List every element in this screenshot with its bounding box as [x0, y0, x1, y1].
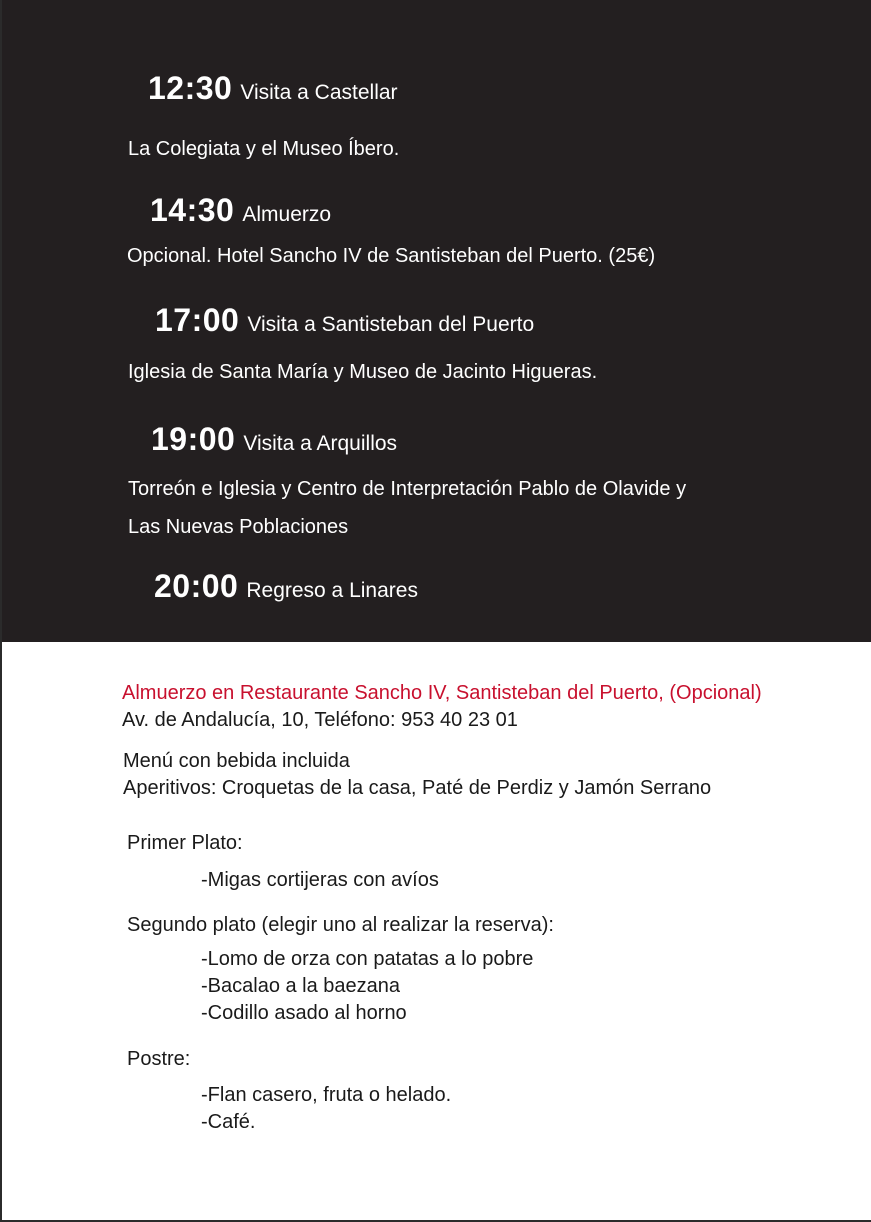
course-item: -Bacalao a la baezana [201, 975, 401, 997]
schedule-activity: Almuerzo [242, 203, 332, 226]
schedule-activity: Visita a Arquillos [243, 432, 398, 455]
schedule-entry-1700 [155, 302, 534, 339]
schedule-description: Las Nuevas Poblaciones [128, 516, 349, 538]
course-heading: Segundo plato (elegir uno al realizar la reserva): [127, 914, 554, 936]
schedule-description: La Colegiata y el Museo Íbero. [128, 138, 400, 160]
schedule-entry-1230 [148, 70, 398, 107]
lunch-drinks: Menú con bebida incluida [123, 750, 350, 772]
lunch-title: Almuerzo en Restaurante Sancho IV, Santisteban del Puerto, (Opcional) [122, 682, 762, 704]
schedule-time: 19:00 [151, 421, 236, 457]
course-heading: Primer Plato: [127, 832, 243, 854]
schedule-description: Iglesia de Santa María y Museo de Jacinto Higueras. [128, 361, 598, 383]
course-item: -Codillo asado al horno [201, 1002, 407, 1024]
course-item: -Migas cortijeras con avíos [201, 869, 439, 891]
schedule-time: 14:30 [150, 192, 235, 228]
course-item: -Lomo de orza con patatas a lo pobre [201, 948, 534, 970]
schedule-entry-1430 [150, 192, 331, 229]
course-heading: Postre: [127, 1048, 191, 1070]
course-item: -Café. [201, 1111, 256, 1133]
schedule-activity: Visita a Santisteban del Puerto [247, 313, 535, 336]
schedule-entry-1900 [151, 421, 397, 458]
schedule-time: 17:00 [155, 302, 240, 338]
schedule-entry-2000 [154, 568, 418, 605]
schedule-description: Opcional. Hotel Sancho IV de Santisteban del Puerto. (25€) [127, 245, 656, 267]
course-item: -Flan casero, fruta o helado. [201, 1084, 452, 1106]
schedule-activity: Regreso a Linares [246, 579, 418, 602]
schedule-description: Torreón e Iglesia y Centro de Interpretación Pablo de Olavide y [128, 478, 687, 500]
lunch-address: Av. de Andalucía, 10, Teléfono: 953 40 23 01 [122, 709, 518, 731]
schedule-activity: Visita a Castellar [240, 81, 398, 104]
schedule-time: 12:30 [148, 70, 233, 106]
schedule-time: 20:00 [154, 568, 239, 604]
lunch-appetizers: Aperitivos: Croquetas de la casa, Paté de Perdiz y Jamón Serrano [123, 777, 712, 799]
